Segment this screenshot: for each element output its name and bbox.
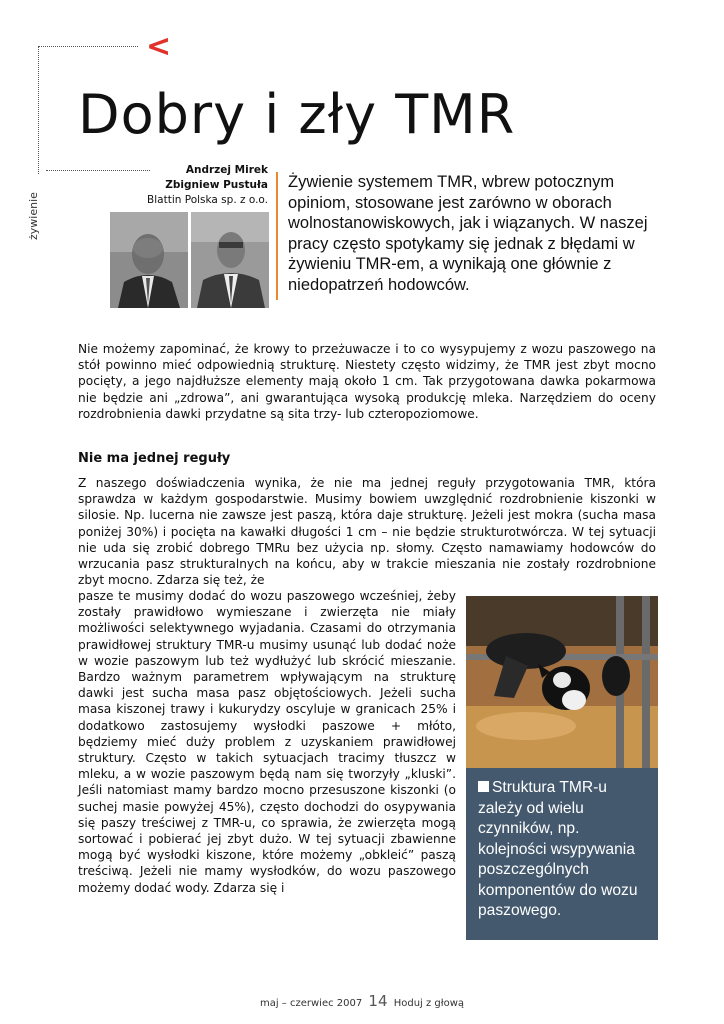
cow-feeding-photo [466,596,658,768]
footer-date: maj – czerwiec 2007 [259,998,363,1009]
dotted-rule-left [38,46,39,174]
caption-text: Struktura TMR-u zależy od wielu czynników, np. kolejności wsypywania poszczególnych komponentów do wozu paszowego. [478,779,638,919]
footer-magazine: Hoduj z głową [393,998,465,1009]
lead-paragraph: Żywienie systemem TMR, wbrew potocznym opiniom, stosowane jest zarówno w oborach wolnostanowiskowych, jak i wiązanych. W naszej pracy często spotykamy się jednak z błędami w żywieniu TMR-em, a wynikają one głównie z niedopatrzeń hodowców. [288,173,648,294]
section-marker-icon: < [146,29,172,64]
author-block [130,163,268,208]
page-number: 14 [368,992,388,1010]
author-name-1: Andrzej Mirek [185,164,268,176]
author-photo-1 [110,212,188,308]
body-paragraph-3: pasze te musimy dodać do wozu paszowego wcześniej, żeby zostały prawidłowo wymieszane i zwierzęta nie miały możliwości selektywnego wyjadania. Czasami do otrzymania prawidłowej struktury TMR-u musimy usunąć lub dodać noże w wozie paszowym lub też wydłużyć lub skrócić mieszanie. Bardzo ważnym parametrem wpływającym na strukturę dawki jest sucha masa pasz objętościowych. Jeżeli sucha masa kiszonej trawy i kukurydzy oscyluje w granicach 25% i dodatkowo zastosujemy wysłodki paszowe + młóto, będziemy mieć duży problem z uzyskaniem prawidłowej struktury. Często w takich sytuacjach tracimy tłuszcz w mleku, a w wozie paszowym będą nam się tworzyły „kluski”. Jeśli natomiast mamy bardzo mocno przesuszone kiszonki (o suchej masie powyżej 45%), często dochodzi do osypywania się paszy treściwej z TMR-u, co sprawia, że zwierzęta mogą sortować i pobierać jej zbyt dużo. W tej sytuacji zbawienne mogą być wysłodki kiszone, które możemy „obkleić” paszą treściwą. Jeżeli nie mamy wysłodków, do wozu paszowego możemy dodać wody. Zdarza się i [78,589,456,895]
lead-rule [276,172,278,300]
section-heading: Nie ma jednej reguły [78,451,231,466]
section-label: żywienie [27,192,40,240]
author-company: Blattin Polska sp. z o.o. [147,194,268,206]
body-paragraph-2: Z naszego doświadczenia wynika, że nie ma jednej reguły przygotowania TMR, która sprawdza w każdym gospodarstwie. Musimy bowiem uwzględnić rozdrobnienie kiszonki w silosie. Np. lucerna nie zawsze jest paszą, która daje strukturę. Jeżeli jest mokra (sucha masa poniżej 30%) i pocięta na kawałki długości 1 cm – nie będzie strukturotwórcza. W tej sytuacji nie uda się zrobić dobrego TMRu bez użycia np. słomy. Często namawiamy hodowców do wrzucania pasz strukturalnych na końcu, aby w trakcie mieszania nie zostały rozdrobnione zbyt mocno. Zdarza się też, że [78,476,656,588]
author-name-2: Zbigniew Pustuła [165,179,268,191]
caption-bullet-icon [478,781,489,792]
page-footer [0,992,724,1010]
photo-caption [466,768,658,940]
article-title: Dobry i zły TMR [78,83,516,146]
body-paragraph-1: Nie możemy zapominać, że krowy to przeżuwacze i to co wysypujemy z wozu paszowego na stół powinno mieć odpowiednią strukturę. Niestety często widzimy, że TMR jest zbyt mocno pocięty, a jego najdłuższe elementy mają około 1 cm. Tak przygotowana dawka pokarmowa nie będzie ani „zdrowa”, ani gwarantująca wysoką produkcję mleka. Narzędziem do oceny rozdrobnienia dawki przydatne są sita trzy- lub czteropoziomowe. [78,342,656,421]
dotted-rule-top [38,46,138,47]
author-photo-2 [191,212,269,308]
